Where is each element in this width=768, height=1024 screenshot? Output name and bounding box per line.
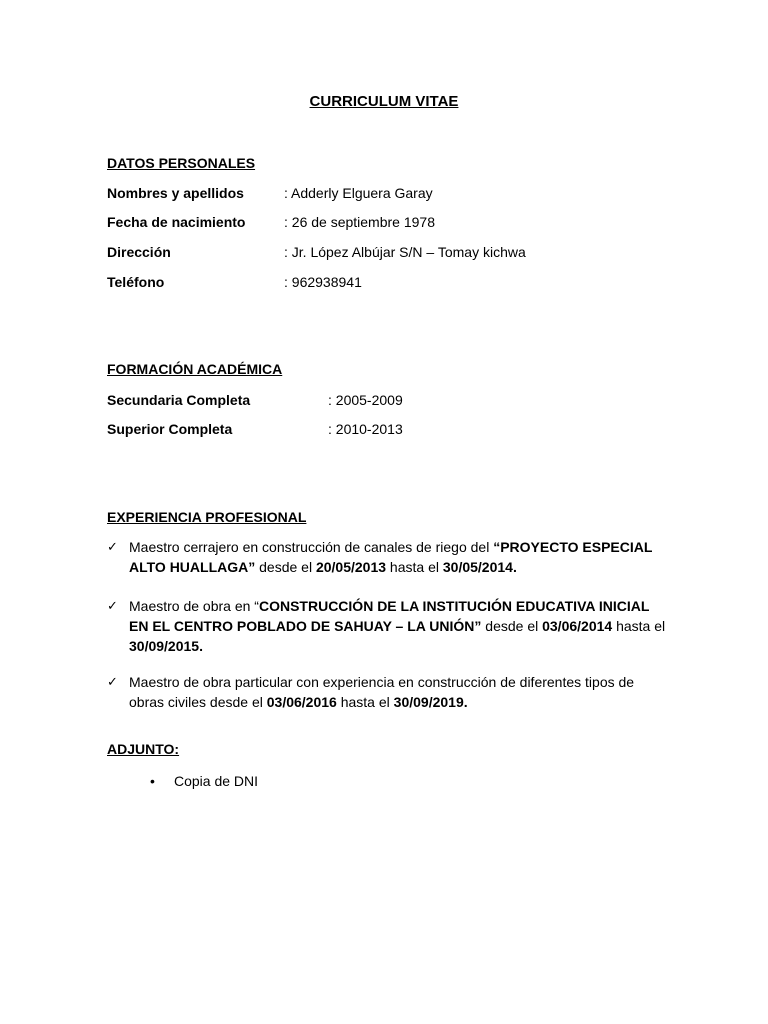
checkmark-icon: ✓ [107,539,118,554]
experience-item [107,672,667,712]
attachment-text: Copia de DNI [174,773,259,789]
field-label: Nombres y apellidos [107,185,244,201]
bullet-icon: • [150,773,155,789]
experience-text: Maestro de obra particular con experiencia en construcción de diferentes tipos de obras civiles desde el 03/06/2016 hasta el 30/09/2019. [129,674,635,710]
academic-heading: FORMACIÓN ACADÉMICA [107,361,283,377]
field-value: : 962938941 [284,274,362,290]
field-label: Secundaria Completa [107,392,251,408]
field-value: : Jr. López Albújar S/N – Tomay kichwa [284,244,526,260]
checkmark-icon: ✓ [107,674,118,689]
field-value: : 2005-2009 [328,392,403,408]
checkmark-icon: ✓ [107,598,118,613]
attachments-heading: ADJUNTO: [107,741,180,757]
experience-text: Maestro cerrajero en construcción de canales de riego del “PROYECTO ESPECIAL ALTO HUALLAGA” desde el 20/05/2013 hasta el 30/05/2014. [129,539,653,575]
field-label: Superior Completa [107,421,233,437]
field-label: Dirección [107,244,171,260]
field-label: Fecha de nacimiento [107,214,246,230]
document-title: CURRICULUM VITAE [309,93,459,110]
attachment-item [150,772,258,790]
experience-heading: EXPERIENCIA PROFESIONAL [107,509,307,525]
personal-data-heading: DATOS PERSONALES [107,155,256,171]
field-value: : 2010-2013 [328,421,403,437]
experience-text: Maestro de obra en “CONSTRUCCIÓN DE LA INSTITUCIÓN EDUCATIVA INICIAL EN EL CENTRO POBLADO DE SAHUAY – LA UNIÓN” desde el 03/06/2014 hasta el 30/09/2015. [129,598,666,654]
experience-item [107,537,667,577]
experience-item [107,596,667,656]
field-label: Teléfono [107,274,165,290]
field-value: : Adderly Elguera Garay [284,185,433,201]
field-value: : 26 de septiembre 1978 [284,214,435,230]
